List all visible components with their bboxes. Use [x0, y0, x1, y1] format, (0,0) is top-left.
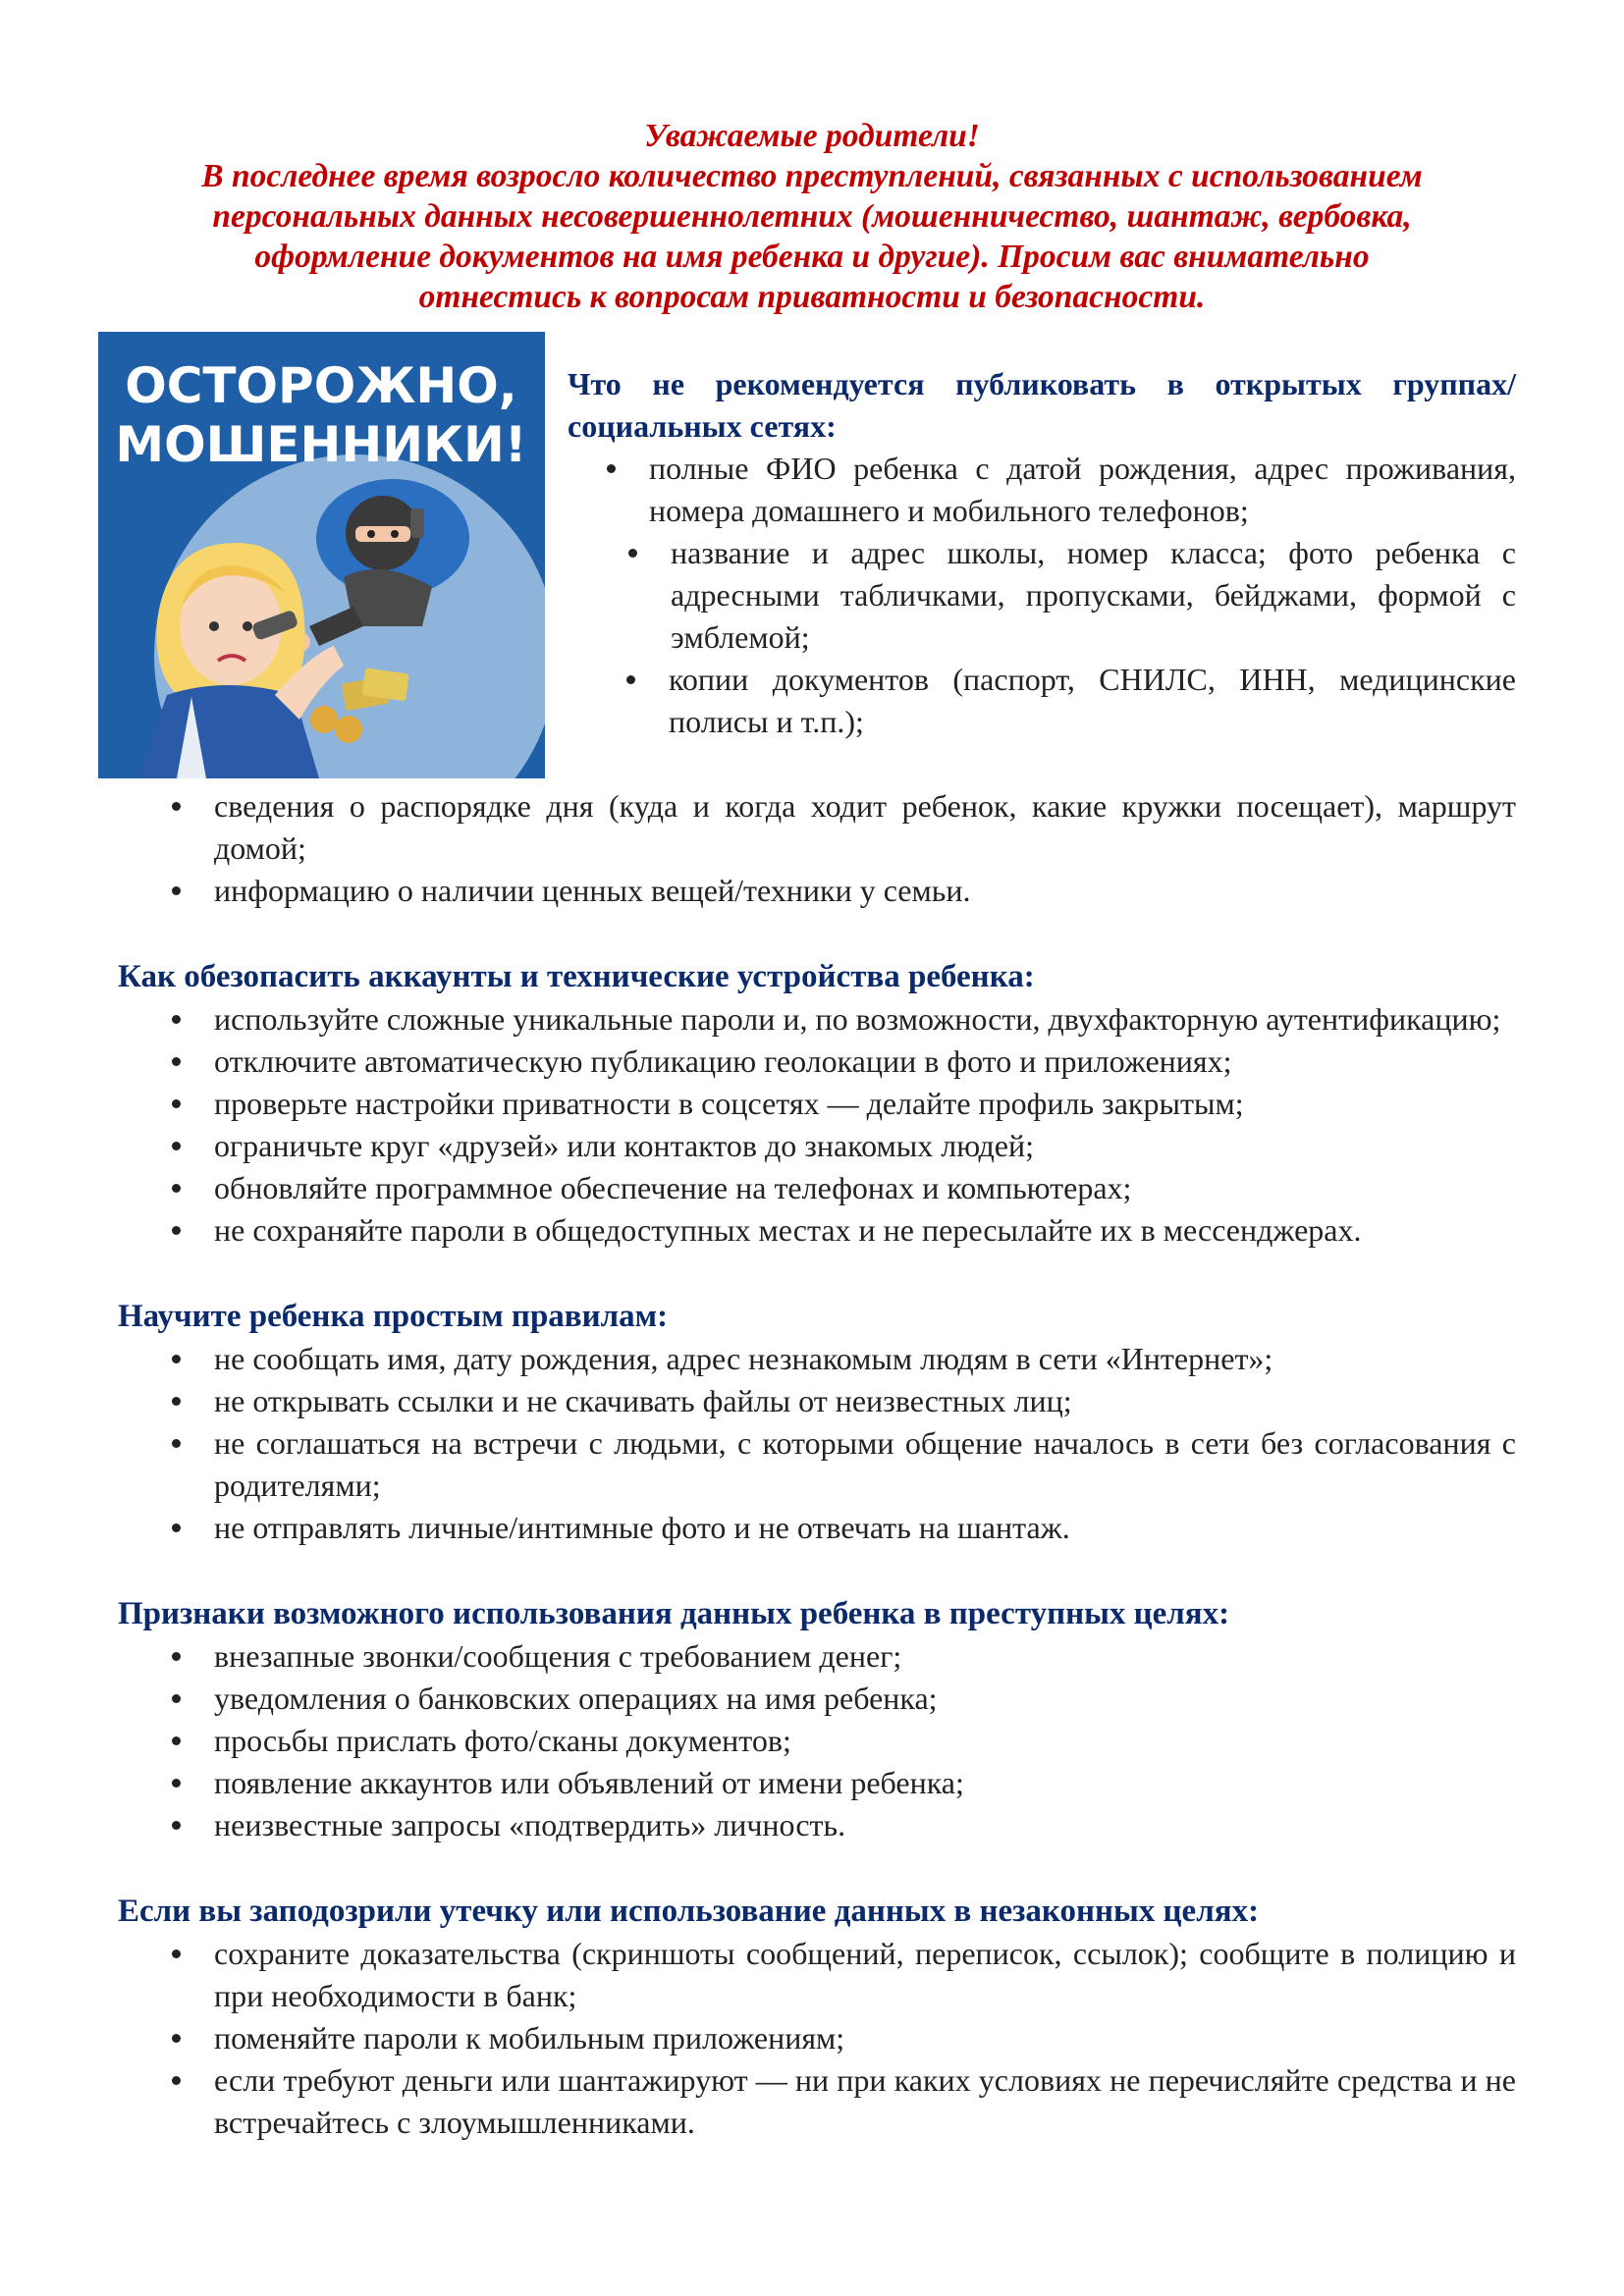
- poster-image: [98, 332, 545, 778]
- header-line: В последнее время возросло количество преступлений, связанных с использованием: [201, 158, 1423, 194]
- bullet-icon: [172, 1226, 181, 1235]
- list-item: [116, 1338, 1516, 1380]
- list-item-text: ограничьте круг «друзей» или контактов до знакомых людей;: [214, 1128, 1035, 1163]
- list-item-text: просьбы прислать фото/сканы документов;: [214, 1723, 791, 1758]
- bullet-icon: [626, 675, 635, 684]
- list-item: [116, 2059, 1516, 2144]
- bullet-icon: [172, 1057, 181, 1066]
- bullet-icon: [172, 886, 181, 895]
- list-item-text: не отправлять личные/интимные фото и не отвечать на шантаж.: [214, 1510, 1070, 1545]
- bullet-icon: [172, 1821, 181, 1830]
- bullet-icon: [172, 2034, 181, 2043]
- list-item: [116, 1083, 1516, 1125]
- bullet-icon: [172, 1694, 181, 1703]
- list-item-text: название и адрес школы, номер класса; фото ребенка с адресными табличками, пропусками, бейджами, формой с эмблемой;: [671, 535, 1516, 655]
- bullet-icon: [172, 1523, 181, 1532]
- bullet-icon: [172, 1184, 181, 1193]
- bullet-icon: [172, 2076, 181, 2085]
- list-item: [568, 448, 1516, 532]
- list-item: [116, 1507, 1516, 1549]
- section-heading-signs: Признаки возможного использования данных ребенка в преступных целях:: [118, 1596, 1230, 1631]
- bullet-icon: [172, 1439, 181, 1448]
- header-line: персональных данных несовершеннолетних (мошенничество, шантаж, вербовка,: [212, 198, 1412, 235]
- list-item-text: проверьте настройки приватности в соцсетях — делайте профиль закрытым;: [214, 1086, 1244, 1121]
- bullet-icon: [172, 1949, 181, 1958]
- list-item-text: появление аккаунтов или объявлений от имени ребенка;: [214, 1765, 964, 1800]
- list-item: [116, 1678, 1516, 1720]
- list-item-text: обновляйте программное обеспечение на телефонах и компьютерах;: [214, 1170, 1132, 1205]
- list-item-text: не открывать ссылки и не скачивать файлы от неизвестных лиц;: [214, 1383, 1072, 1418]
- section-heading-leak: Если вы заподозрили утечку или использование данных в незаконных целях:: [118, 1894, 1260, 1929]
- list-item: [116, 2017, 1516, 2059]
- list-item-text: не сообщать имя, дату рождения, адрес незнакомым людям в сети «Интернет»;: [214, 1341, 1273, 1376]
- bullet-icon: [628, 549, 637, 558]
- list-item: [116, 1380, 1516, 1422]
- list-item-text: полные ФИО ребенка с датой рождения, адрес проживания, номера домашнего и мобильного телефонов;: [649, 451, 1516, 528]
- list-item: [116, 785, 1516, 870]
- list-item: [116, 1720, 1516, 1762]
- bullet-icon: [172, 1355, 181, 1363]
- bullet-icon: [607, 464, 616, 473]
- bullet-icon: [172, 1397, 181, 1406]
- list-item: [116, 1041, 1516, 1083]
- scammer-warning-illustration-icon: [98, 332, 545, 778]
- list-item-text: сведения о распорядке дня (куда и когда ходит ребенок, какие кружки посещает), маршрут домой;: [214, 788, 1516, 866]
- bullet-icon: [172, 802, 181, 811]
- list-item-text: внезапные звонки/сообщения с требованием денег;: [214, 1638, 902, 1674]
- list-item-text: копии документов (паспорт, СНИЛС, ИНН, медицинские полисы и т.п.);: [669, 662, 1516, 739]
- list-item: [116, 998, 1516, 1041]
- list-item: [116, 1635, 1516, 1678]
- list-item-text: уведомления о банковских операциях на имя ребенка;: [214, 1681, 938, 1716]
- header-greeting: Уважаемые родители!: [644, 118, 980, 154]
- main-content: [116, 785, 1516, 2144]
- list-item-text: отключите автоматическую публикацию геолокации в фото и приложениях;: [214, 1043, 1232, 1079]
- list-item: [116, 1933, 1516, 2017]
- list-item: [568, 532, 1516, 659]
- list-item-text: сохраните доказательства (скриншоты сообщений, переписок, ссылок); сообщите в полицию и при необходимости в банк;: [214, 1936, 1516, 2013]
- list-item-text: используйте сложные уникальные пароли и, по возможности, двухфакторную аутентификацию;: [214, 1001, 1501, 1037]
- publish-section: [568, 363, 1516, 743]
- list-item: [116, 1167, 1516, 1209]
- list-item: [116, 1804, 1516, 1846]
- bullet-icon: [172, 1652, 181, 1661]
- list-item: [116, 1422, 1516, 1507]
- bullet-icon: [172, 1099, 181, 1108]
- list-item: [568, 659, 1516, 743]
- list-item-text: информацию о наличии ценных вещей/техники у семьи.: [214, 873, 971, 908]
- list-item-text: не соглашаться на встречи с людьми, с которыми общение началось в сети без согласования с родителями;: [214, 1425, 1516, 1503]
- publish-heading: Что не рекомендуется публиковать в открытых группах/социальных сетях:: [568, 366, 1516, 444]
- list-item: [116, 1125, 1516, 1167]
- bullet-icon: [172, 1142, 181, 1150]
- list-item-text: неизвестные запросы «подтвердить» личность.: [214, 1807, 846, 1842]
- header-line: оформление документов на имя ребенка и другие). Просим вас внимательно: [254, 239, 1370, 275]
- list-item-text: не сохраняйте пароли в общедоступных местах и не пересылайте их в мессенджерах.: [214, 1212, 1362, 1248]
- list-item: [116, 1209, 1516, 1252]
- bullet-icon: [172, 1015, 181, 1024]
- poster-title-line2: МОШЕННИКИ!: [115, 416, 527, 473]
- section-heading-accounts: Как обезопасить аккаунты и технические устройства ребенка:: [118, 959, 1035, 994]
- poster-title-line1: ОСТОРОЖНО,: [125, 357, 517, 414]
- section-heading-rules: Научите ребенка простым правилам:: [118, 1299, 669, 1334]
- list-item: [116, 870, 1516, 912]
- list-item: [116, 1762, 1516, 1804]
- bullet-icon: [172, 1779, 181, 1788]
- list-item-text: если требуют деньги или шантажируют — ни при каких условиях не перечисляйте средства и не встречайтесь с злоумышленниками.: [214, 2062, 1516, 2140]
- header-line: отнестись к вопросам приватности и безопасности.: [418, 279, 1206, 315]
- list-item-text: поменяйте пароли к мобильным приложениям;: [214, 2020, 845, 2056]
- bullet-icon: [172, 1736, 181, 1745]
- page-header: [108, 116, 1516, 317]
